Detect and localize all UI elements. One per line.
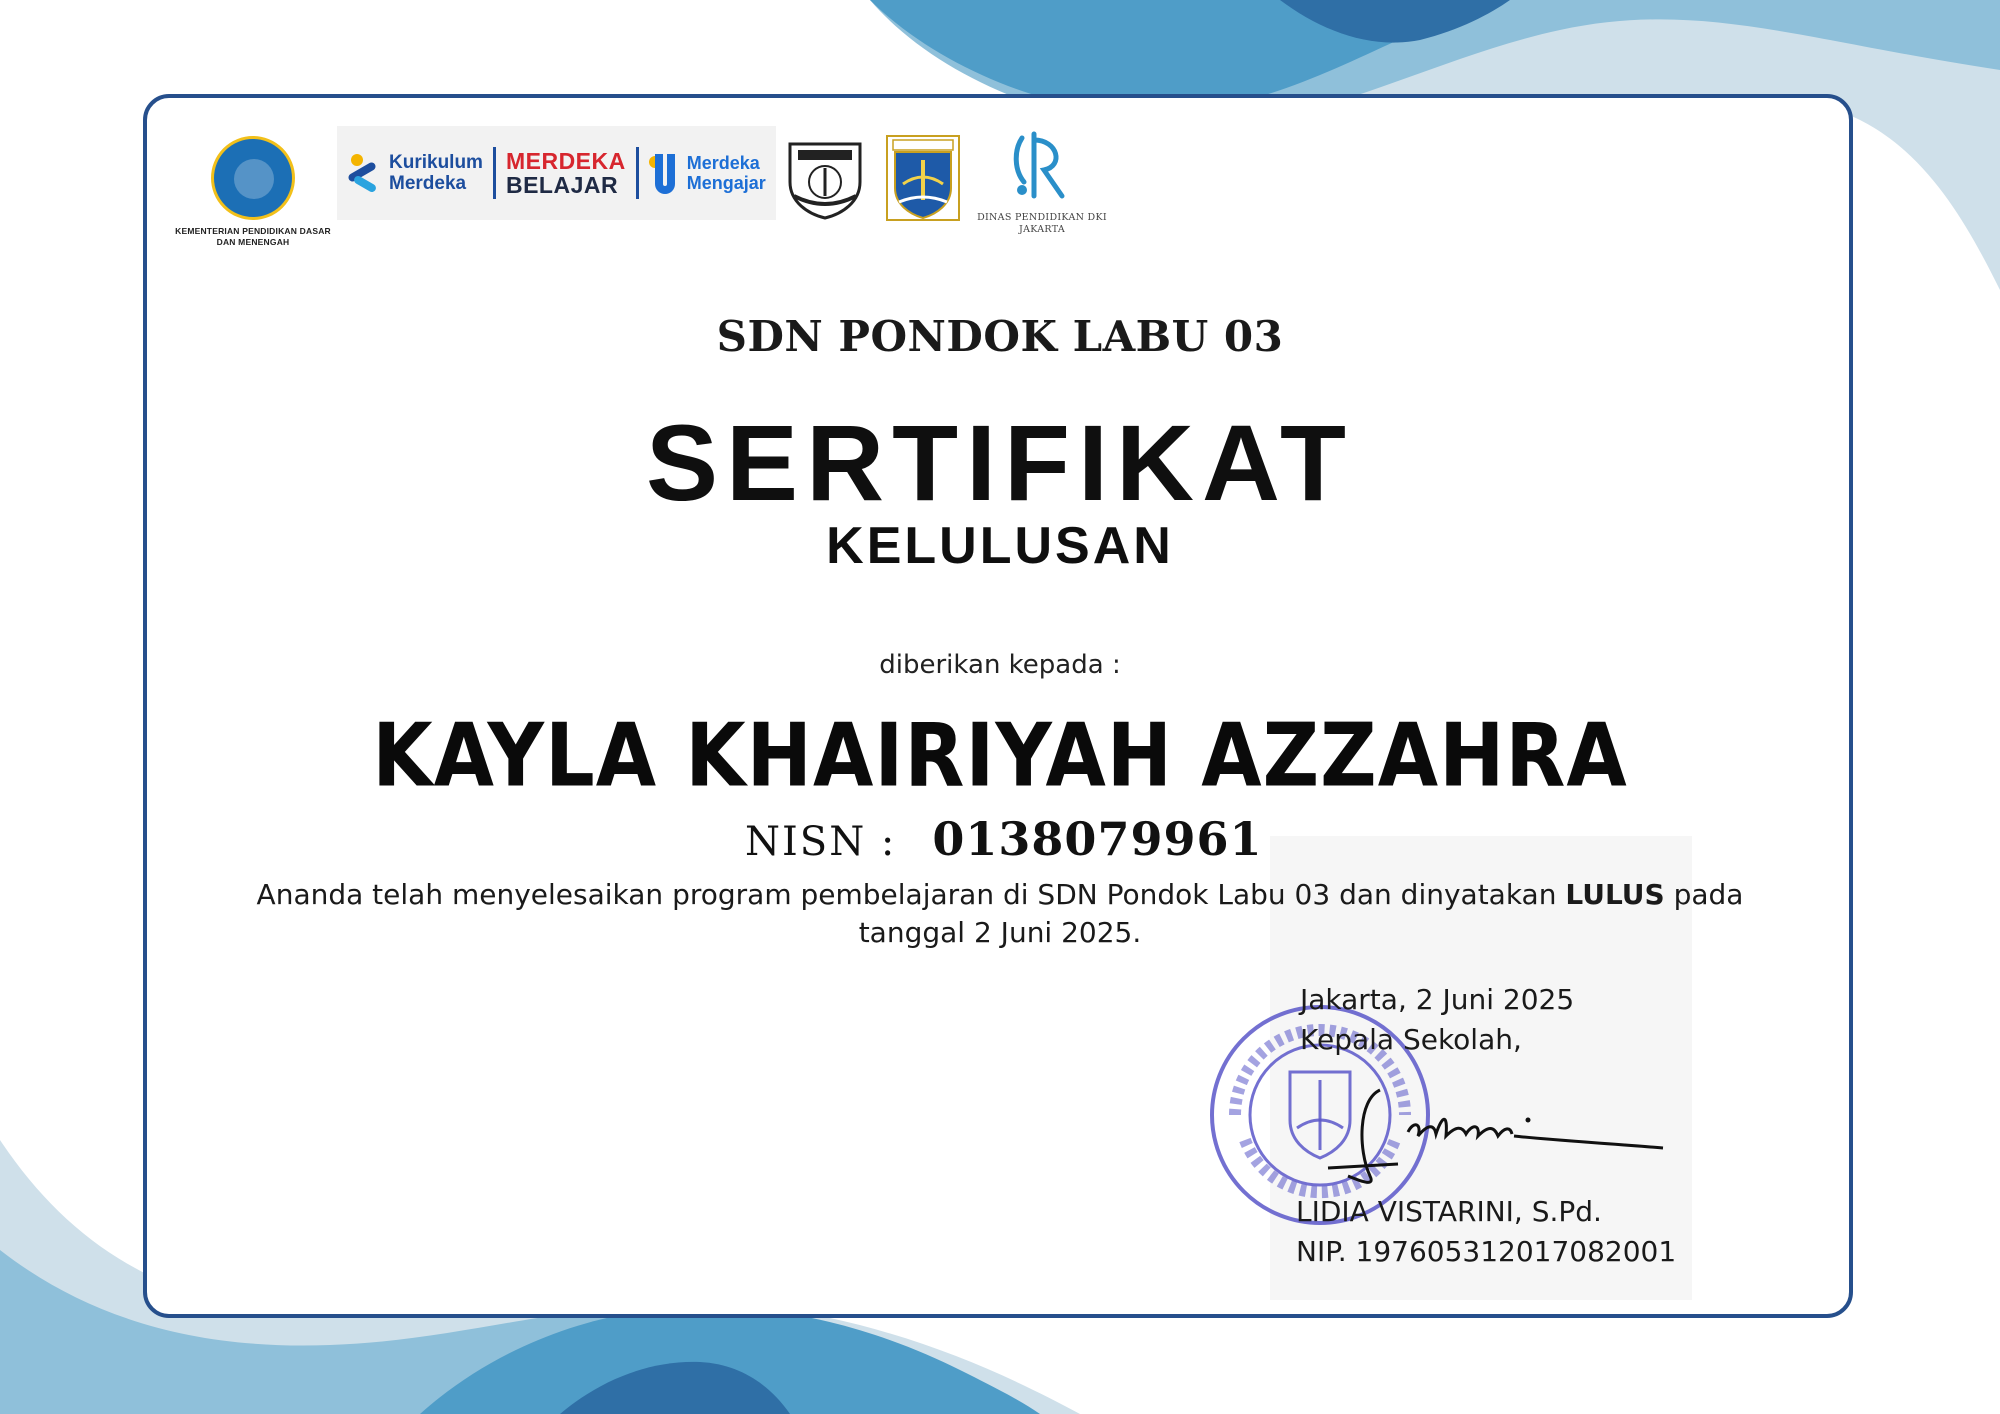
- logo-row: [0, 0, 2000, 260]
- nisn-value: 0138079961: [932, 812, 1263, 866]
- signature-place-date: Jakarta, 2 Juni 2025: [1300, 983, 1575, 1016]
- tut-wuri-handayani-emblem: [211, 136, 295, 220]
- recipient-name: KAYLA KHAIRIYAH AZZAHRA: [372, 706, 1628, 807]
- dinas-pendidikan-label: DINAS PENDIDIKAN DKI JAKARTA: [977, 212, 1107, 235]
- kurikulum-merdeka-banner: [337, 126, 776, 220]
- kementerian-label: KEMENTERIAN PENDIDIKAN DASAR DAN MENENGAH: [175, 226, 331, 247]
- merdeka-mengajar-label-1: Merdeka: [686, 153, 760, 173]
- signatory-name: LIDIA VISTARINI, S.Pd.: [1296, 1195, 1602, 1228]
- kurikulum-label-1: Kurikulum: [389, 152, 483, 173]
- merdeka-belajar-logo: [496, 149, 636, 197]
- kurikulum-merdeka-logo: [337, 150, 493, 196]
- certificate-subtitle: KELULUSAN: [826, 517, 1174, 575]
- school-name: SDN PONDOK LABU 03: [716, 312, 1284, 361]
- graduation-statement: [200, 876, 1800, 952]
- nisn-label: NISN :: [745, 819, 897, 865]
- signatory-nip: NIP. 197605312017082001: [1296, 1235, 1677, 1268]
- signatory-block: [1296, 1192, 1676, 1272]
- statement-status: LULUS: [1565, 878, 1665, 911]
- given-to-label: diberikan kepada :: [879, 650, 1121, 680]
- kementerian-logo: [168, 136, 338, 248]
- statement-text: Ananda telah menyelesaikan program pembelajaran di SDN Pondok Labu 03 dan dinyatakan: [256, 878, 1566, 911]
- school-shield-icon: [784, 136, 866, 220]
- kurikulum-merdeka-icon: [347, 150, 381, 196]
- dinas-pendidikan-logo: [972, 130, 1112, 236]
- merdeka-mengajar-logo: [639, 150, 776, 196]
- dinas-pendidikan-icon: [1010, 130, 1074, 204]
- certificate-title: SERTIFIKAT: [646, 402, 1354, 523]
- handwritten-signature-icon: [1318, 1080, 1668, 1190]
- merdeka-mengajar-icon: [649, 150, 679, 196]
- signature-role: Kepala Sekolah,: [1300, 1023, 1522, 1056]
- jaya-raya-emblem-icon: [885, 134, 961, 222]
- merdeka-belajar-label-1: MERDEKA: [505, 148, 626, 174]
- nisn-line: [745, 812, 1262, 866]
- statement-text-end: pada tanggal 2 Juni 2025.: [858, 878, 1744, 949]
- merdeka-belajar-label-2: BELAJAR: [505, 172, 619, 198]
- merdeka-mengajar-label-2: Mengajar: [686, 173, 766, 193]
- signature-header: [1300, 980, 1574, 1060]
- kurikulum-label-2: Merdeka: [389, 173, 467, 194]
